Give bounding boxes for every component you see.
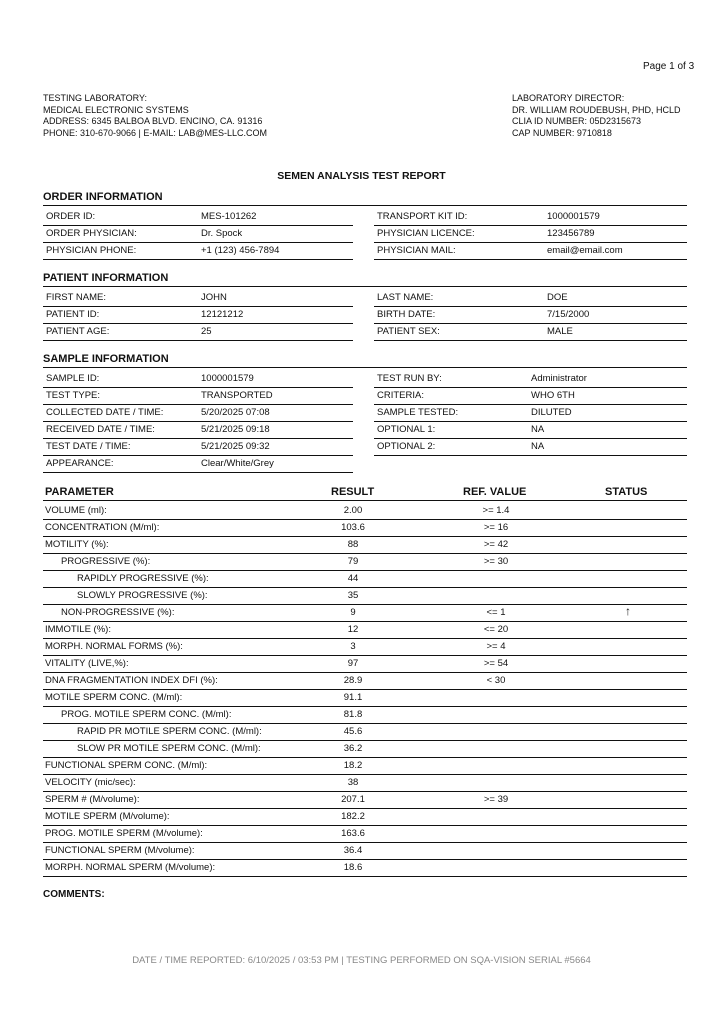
field-label: LAST NAME: <box>377 292 434 303</box>
parameter-ref-value: >= 4 <box>486 641 506 652</box>
parameter-result: 88 <box>347 539 359 550</box>
parameter-row <box>43 621 687 639</box>
parameter-result: 9 <box>350 607 356 618</box>
field-label: COLLECTED DATE / TIME: <box>46 407 164 418</box>
sample-right-row <box>374 387 687 405</box>
parameter-result: 91.1 <box>343 692 363 703</box>
field-value: 5/21/2025 09:18 <box>201 424 270 435</box>
patient-right-row <box>374 323 687 341</box>
patient-section-title: PATIENT INFORMATION <box>43 272 687 287</box>
director-info <box>512 93 681 139</box>
header-status: STATUS <box>605 486 648 498</box>
parameter-name: MORPH. NORMAL FORMS (%): <box>45 641 183 652</box>
parameter-row <box>43 638 687 656</box>
parameter-result: 79 <box>347 556 359 567</box>
lab-line: ADDRESS: 6345 BALBOA BLVD. ENCINO, CA. 91316 <box>43 116 263 126</box>
field-label: RECEIVED DATE / TIME: <box>46 424 155 435</box>
field-label: PATIENT SEX: <box>377 326 440 337</box>
field-label: APPEARANCE: <box>46 458 114 469</box>
parameter-name: MORPH. NORMAL SPERM (M/volume): <box>45 862 216 873</box>
parameter-row <box>43 723 687 741</box>
sample-left-row <box>43 421 353 439</box>
parameter-result: 163.6 <box>341 828 365 839</box>
parameter-result: 12 <box>347 624 359 635</box>
field-value: MES-101262 <box>201 211 257 222</box>
lab-line: TESTING LABORATORY: <box>43 93 148 103</box>
parameter-name: PROGRESSIVE (%): <box>61 556 151 567</box>
director-line: DR. WILLIAM ROUDEBUSH, PHD, HCLD <box>512 104 681 115</box>
comments-label: COMMENTS: <box>43 889 105 900</box>
field-label: SAMPLE TESTED: <box>377 407 459 418</box>
header-result: RESULT <box>331 486 375 498</box>
order-right-row <box>374 225 687 243</box>
parameter-name: CONCENTRATION (M/ml): <box>45 522 160 533</box>
parameter-name: VITALITY (LIVE,%): <box>45 658 129 669</box>
order-left-row <box>43 208 353 226</box>
parameter-result: 97 <box>347 658 359 669</box>
parameter-ref-value: >= 1.4 <box>482 505 510 516</box>
patient-left-row <box>43 289 353 307</box>
parameter-name: IMMOTILE (%): <box>45 624 111 635</box>
parameter-result: 207.1 <box>341 794 365 805</box>
sample-section-title: SAMPLE INFORMATION <box>43 353 687 368</box>
arrow-up-icon: ↑ <box>625 604 631 618</box>
field-label: PHYSICIAN LICENCE: <box>377 228 475 239</box>
parameter-row <box>43 570 687 588</box>
field-label: FIRST NAME: <box>46 292 106 303</box>
parameter-row <box>43 842 687 860</box>
field-value: +1 (123) 456-7894 <box>201 245 280 256</box>
parameter-name: SLOW PR MOTILE SPERM CONC. (M/ml): <box>77 743 261 754</box>
field-value: 5/21/2025 09:32 <box>201 441 270 452</box>
field-value: DILUTED <box>531 407 572 418</box>
sample-right-row <box>374 404 687 422</box>
field-value: JOHN <box>201 292 227 303</box>
parameter-row <box>43 808 687 826</box>
parameter-name: SPERM # (M/volume): <box>45 794 140 805</box>
field-value: Clear/White/Grey <box>201 458 274 469</box>
field-label: ORDER PHYSICIAN: <box>46 228 137 239</box>
field-value: Dr. Spock <box>201 228 243 239</box>
page-number: Page 1 of 3 <box>643 61 695 72</box>
parameter-result: 81.8 <box>343 709 363 720</box>
patient-right-row <box>374 289 687 307</box>
field-label: TRANSPORT KIT ID: <box>377 211 468 222</box>
sample-right-row <box>374 370 687 388</box>
field-label: TEST DATE / TIME: <box>46 441 131 452</box>
field-value: 123456789 <box>547 228 595 239</box>
field-value: NA <box>531 441 545 452</box>
parameter-name: MOTILITY (%): <box>45 539 109 550</box>
sample-left-row <box>43 438 353 456</box>
parameter-result: 182.2 <box>341 811 365 822</box>
parameter-result: 2.00 <box>343 505 363 516</box>
parameter-row <box>43 859 687 877</box>
director-line: CLIA ID NUMBER: 05D2315673 <box>512 116 642 126</box>
field-label: ORDER ID: <box>46 211 96 222</box>
parameter-ref-value: >= 54 <box>483 658 509 669</box>
parameter-name: MOTILE SPERM (M/volume): <box>45 811 170 822</box>
sample-right-row <box>374 421 687 439</box>
sample-left-row <box>43 370 353 388</box>
field-label: SAMPLE ID: <box>46 373 100 384</box>
field-value: WHO 6TH <box>531 390 575 401</box>
parameter-ref-value: >= 30 <box>483 556 509 567</box>
parameter-name: SLOWLY PROGRESSIVE (%): <box>77 590 208 601</box>
order-left-row <box>43 242 353 260</box>
parameter-ref-value: <= 1 <box>486 607 506 618</box>
director-line: LABORATORY DIRECTOR: <box>512 93 625 103</box>
parameter-table-header <box>43 486 687 501</box>
field-value: 12121212 <box>201 309 244 320</box>
lab-line: MEDICAL ELECTRONIC SYSTEMS <box>43 104 189 115</box>
parameter-row <box>43 689 687 707</box>
parameter-result: 38 <box>347 777 359 788</box>
parameter-ref-value: < 30 <box>486 675 506 686</box>
field-label: PATIENT AGE: <box>46 326 110 337</box>
parameter-result: 28.9 <box>343 675 363 686</box>
parameter-name: PROG. MOTILE SPERM CONC. (M/ml): <box>61 709 232 720</box>
parameter-ref-value: >= 16 <box>483 522 509 533</box>
parameter-row <box>43 655 687 673</box>
parameter-row <box>43 825 687 843</box>
field-value: 5/20/2025 07:08 <box>201 407 270 418</box>
parameter-row <box>43 587 687 605</box>
field-label: TEST RUN BY: <box>377 373 442 384</box>
parameter-ref-value: >= 42 <box>483 539 509 550</box>
director-line: CAP NUMBER: 9710818 <box>512 127 612 138</box>
parameter-row <box>43 519 687 537</box>
field-value: 1000001579 <box>547 211 600 222</box>
parameter-result: 44 <box>347 573 359 584</box>
field-value: DOE <box>547 292 568 303</box>
parameter-result: 18.2 <box>343 760 363 771</box>
field-value: Administrator <box>531 373 587 384</box>
parameter-row <box>43 740 687 758</box>
field-value: MALE <box>547 326 573 337</box>
field-value: 1000001579 <box>201 373 254 384</box>
report-title: SEMEN ANALYSIS TEST REPORT <box>277 170 446 182</box>
order-section-title: ORDER INFORMATION <box>43 191 687 206</box>
patient-left-row <box>43 306 353 324</box>
sample-left-row <box>43 455 353 473</box>
parameter-ref-value: <= 20 <box>483 624 509 635</box>
header-parameter: PARAMETER <box>45 486 114 498</box>
field-label: TEST TYPE: <box>46 390 101 401</box>
parameter-name: VELOCITY (mic/sec): <box>45 777 136 788</box>
parameter-result: 45.6 <box>343 726 363 737</box>
parameter-name: RAPIDLY PROGRESSIVE (%): <box>77 573 209 584</box>
parameter-name: FUNCTIONAL SPERM (M/volume): <box>45 845 195 856</box>
field-label: CRITERIA: <box>377 390 424 401</box>
report-footer: DATE / TIME REPORTED: 6/10/2025 / 03:53 PM | TESTING PERFORMED ON SQA-VISION SERIAL #5664 <box>132 955 591 966</box>
parameter-row <box>43 553 687 571</box>
order-left-row <box>43 225 353 243</box>
field-value: 7/15/2000 <box>547 309 590 320</box>
parameter-row <box>43 604 687 622</box>
patient-right-row <box>374 306 687 324</box>
parameter-result: 103.6 <box>341 522 365 533</box>
parameter-row <box>43 502 687 520</box>
parameter-result: 18.6 <box>343 862 363 873</box>
parameter-name: RAPID PR MOTILE SPERM CONC. (M/ml): <box>77 726 262 737</box>
order-right-row <box>374 242 687 260</box>
parameter-name: DNA FRAGMENTATION INDEX DFI (%): <box>45 675 218 686</box>
sample-left-row <box>43 387 353 405</box>
field-value: 25 <box>201 326 212 337</box>
lab-line: PHONE: 310-670-9066 | E-MAIL: LAB@MES-LLC.COM <box>43 127 268 138</box>
order-right-row <box>374 208 687 226</box>
parameter-row <box>43 672 687 690</box>
parameter-row <box>43 791 687 809</box>
laboratory-info <box>43 93 267 139</box>
parameter-ref-value: >= 39 <box>483 794 509 805</box>
field-value: NA <box>531 424 545 435</box>
parameter-row <box>43 706 687 724</box>
parameter-result: 36.2 <box>343 743 363 754</box>
field-label: PATIENT ID: <box>46 309 100 320</box>
field-label: BIRTH DATE: <box>377 309 436 320</box>
parameter-name: FUNCTIONAL SPERM CONC. (M/ml): <box>45 760 208 771</box>
sample-right-row <box>374 438 687 456</box>
parameter-name: PROG. MOTILE SPERM (M/volume): <box>45 828 203 839</box>
header-ref-value: REF. VALUE <box>463 486 527 498</box>
parameter-result: 35 <box>347 590 359 601</box>
field-label: PHYSICIAN PHONE: <box>46 245 137 256</box>
parameter-name: MOTILE SPERM CONC. (M/ml): <box>45 692 183 703</box>
field-label: OPTIONAL 1: <box>377 424 436 435</box>
field-value: email@email.com <box>547 245 623 256</box>
field-label: PHYSICIAN MAIL: <box>377 245 456 256</box>
field-label: OPTIONAL 2: <box>377 441 436 452</box>
patient-left-row <box>43 323 353 341</box>
parameter-row <box>43 536 687 554</box>
parameter-name: NON-PROGRESSIVE (%): <box>61 607 175 618</box>
parameter-result: 3 <box>350 641 356 652</box>
parameter-result: 36.4 <box>343 845 363 856</box>
parameter-row <box>43 757 687 775</box>
field-value: TRANSPORTED <box>201 390 273 401</box>
parameter-row <box>43 774 687 792</box>
sample-left-row <box>43 404 353 422</box>
parameter-name: VOLUME (ml): <box>45 505 107 516</box>
